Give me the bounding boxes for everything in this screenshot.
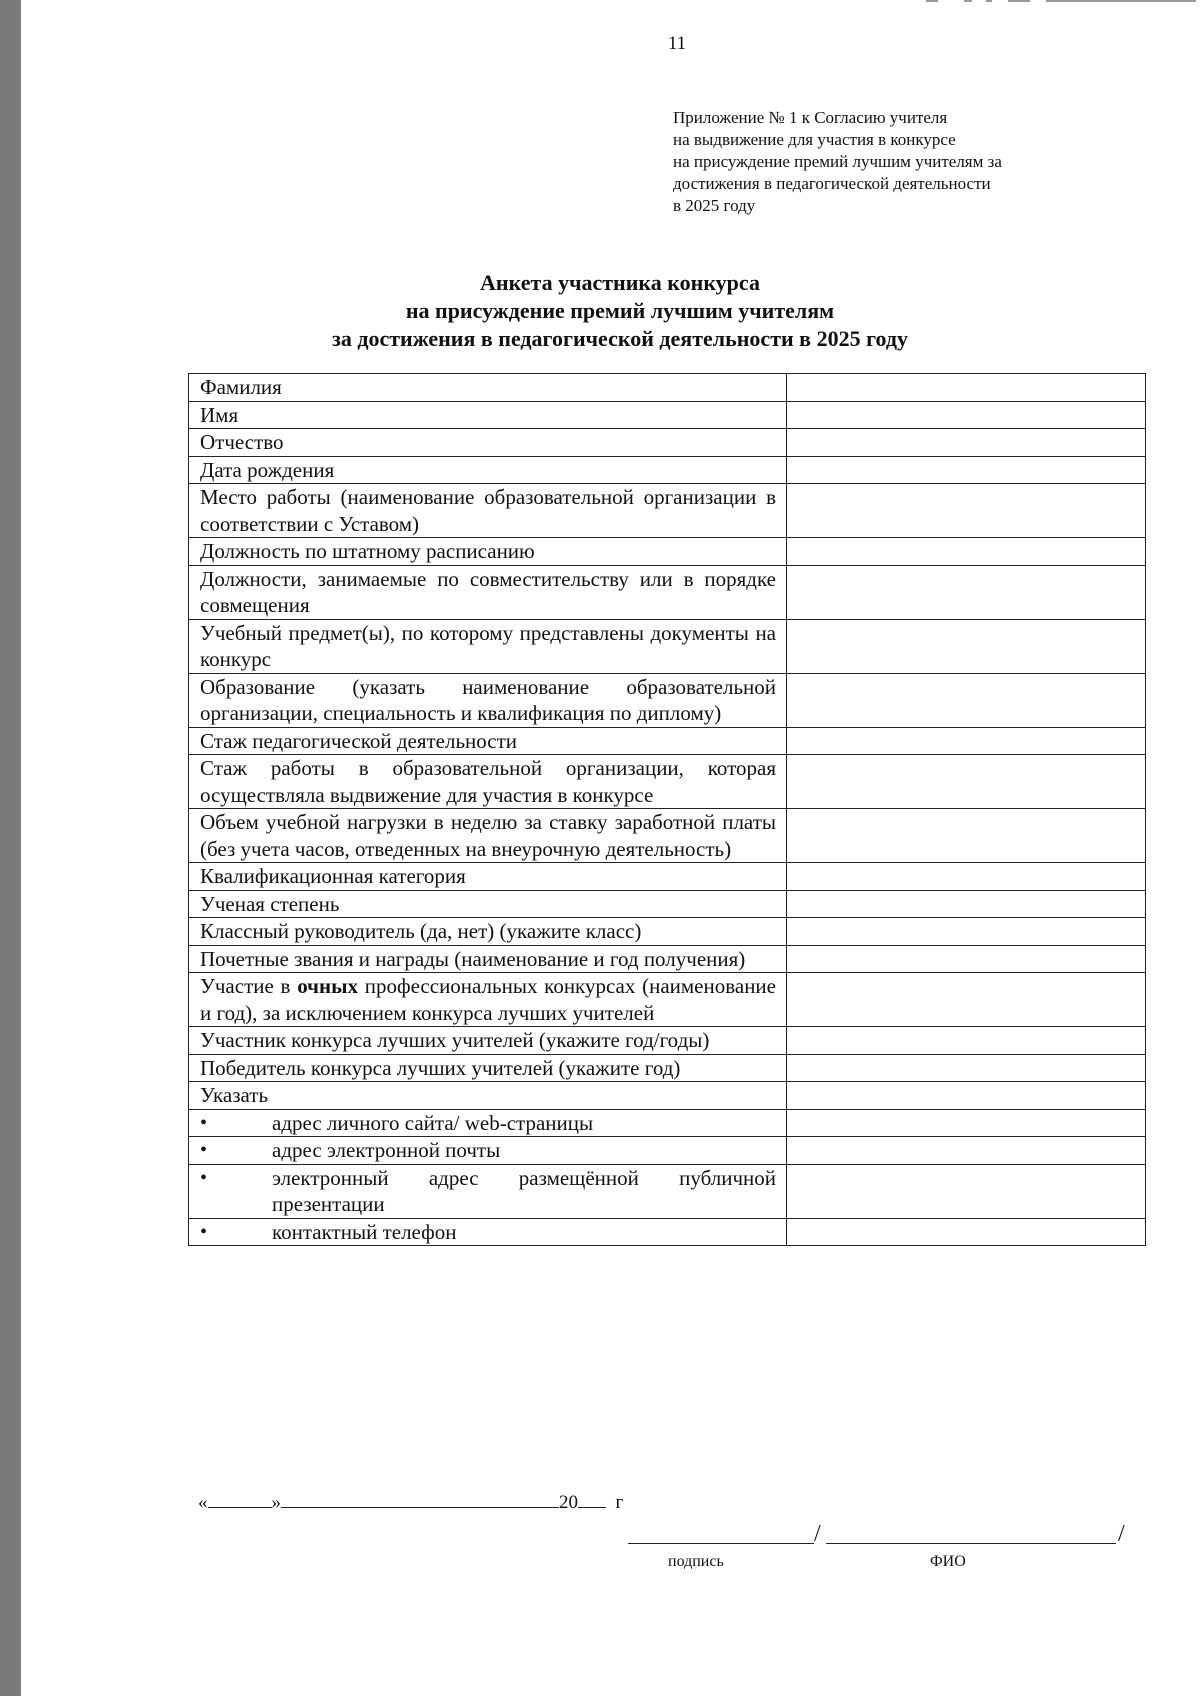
answer-field[interactable] <box>787 1218 1146 1246</box>
day-blank[interactable] <box>208 1490 272 1508</box>
bullet-icon: • <box>200 1111 208 1134</box>
table-row <box>189 809 1146 863</box>
bullet-icon: • <box>200 1166 208 1189</box>
answer-field[interactable] <box>787 401 1146 429</box>
appendix-line: достижения в педагогической деятельности <box>673 174 991 193</box>
answer-field[interactable] <box>787 1109 1146 1137</box>
signature-separator: / <box>1118 1521 1125 1547</box>
row-label: электронный адрес размещённой публичной презентации <box>272 1165 776 1216</box>
table-row <box>189 619 1146 673</box>
table-row <box>189 1082 1146 1110</box>
answer-field[interactable] <box>787 1164 1146 1218</box>
name-label: ФИО <box>930 1553 966 1570</box>
table-row <box>189 1109 1146 1137</box>
month-blank[interactable] <box>281 1490 559 1508</box>
appendix-note <box>673 107 1093 217</box>
table-row <box>189 538 1146 566</box>
row-label: Имя <box>189 401 787 429</box>
table-row <box>189 727 1146 755</box>
row-label: адрес электронной почты <box>272 1138 501 1162</box>
answer-field[interactable] <box>787 973 1146 1027</box>
table-row <box>189 1027 1146 1055</box>
answer-field[interactable] <box>787 538 1146 566</box>
answer-field[interactable] <box>787 1054 1146 1082</box>
scan-artifact <box>920 0 1200 3</box>
scan-edge <box>0 0 21 1696</box>
year-prefix: 20 <box>559 1492 578 1513</box>
answer-field[interactable] <box>787 918 1146 946</box>
title-line: за достижения в педагогической деятельности в 2025 году <box>331 326 909 351</box>
answer-field[interactable] <box>787 673 1146 727</box>
close-quote: » <box>271 1492 281 1513</box>
answer-field[interactable] <box>787 890 1146 918</box>
document-title <box>300 269 940 353</box>
signature-label: подпись <box>668 1553 724 1570</box>
row-label: Почетные звания и награды (наименование и год получения) <box>189 945 787 973</box>
table-row <box>189 1137 1146 1165</box>
answer-field[interactable] <box>787 484 1146 538</box>
answer-field[interactable] <box>787 945 1146 973</box>
page-number: 11 <box>667 33 687 54</box>
signature-line <box>628 1520 1133 1547</box>
answer-field[interactable] <box>787 755 1146 809</box>
row-label: Место работы (наименование образовательной организации в соответствии с Уставом) <box>189 484 787 538</box>
answer-field[interactable] <box>787 809 1146 863</box>
date-line <box>198 1490 623 1514</box>
table-row <box>189 429 1146 457</box>
table-row <box>189 1054 1146 1082</box>
signature-separator: / <box>814 1521 821 1547</box>
signature-labels <box>628 1553 1133 1573</box>
questionnaire-table <box>188 373 1146 1246</box>
row-label: Дата рождения <box>189 456 787 484</box>
row-label: Фамилия <box>189 374 787 402</box>
appendix-line: Приложение № 1 к Согласию учителя <box>673 108 948 127</box>
answer-field[interactable] <box>787 1082 1146 1110</box>
appendix-line: в 2025 году <box>673 196 756 215</box>
row-label: Стаж работы в образовательной организации, которая осуществляла выдвижение для участия в конкурсе <box>189 755 787 809</box>
answer-field[interactable] <box>787 727 1146 755</box>
table-row <box>189 401 1146 429</box>
title-line: Анкета участника конкурса <box>480 270 760 295</box>
row-label: Должности, занимаемые по совместительству или в порядке совмещения <box>189 565 787 619</box>
signature-blank[interactable] <box>628 1543 814 1544</box>
row-label: Должность по штатному расписанию <box>189 538 787 566</box>
row-label: Отчество <box>189 429 787 457</box>
row-label: Квалификационная категория <box>189 863 787 891</box>
table-row <box>189 945 1146 973</box>
table-row <box>189 1218 1146 1246</box>
table-row <box>189 484 1146 538</box>
answer-field[interactable] <box>787 565 1146 619</box>
table-row <box>189 890 1146 918</box>
row-label: Ученая степень <box>189 890 787 918</box>
table-row <box>189 565 1146 619</box>
answer-field[interactable] <box>787 1137 1146 1165</box>
answer-field[interactable] <box>787 429 1146 457</box>
bullet-icon: • <box>200 1139 208 1161</box>
row-label: Образование (указать наименование образовательной организации, специальность и квалификация по диплому) <box>189 673 787 727</box>
answer-field[interactable] <box>787 1027 1146 1055</box>
row-label: Классный руководитель (да, нет) (укажите класс) <box>189 918 787 946</box>
answer-field[interactable] <box>787 374 1146 402</box>
year-suffix: г <box>615 1492 624 1513</box>
rich-row-after: профессиональных конкурсах (наименование и год), за исключением конкурса лучших учителей <box>200 974 776 1025</box>
row-label <box>189 973 787 1027</box>
answer-field[interactable] <box>787 456 1146 484</box>
appendix-line: на выдвижение для участия в конкурсе <box>673 130 956 149</box>
answer-field[interactable] <box>787 619 1146 673</box>
table-row <box>189 918 1146 946</box>
table-row <box>189 456 1146 484</box>
appendix-line: на присуждение премий лучшим учителям за <box>673 152 1002 171</box>
answer-field[interactable] <box>787 863 1146 891</box>
row-label: Учебный предмет(ы), по которому представлены документы на конкурс <box>189 619 787 673</box>
row-label: контактный телефон <box>272 1219 457 1244</box>
title-line: на присуждение премий лучшим учителям <box>405 298 835 323</box>
row-label: Победитель конкурса лучших учителей (укажите год) <box>189 1054 787 1082</box>
row-label: Участник конкурса лучших учителей (укажите год/годы) <box>189 1027 787 1055</box>
row-label: адрес личного сайта/ web-страницы <box>272 1110 594 1135</box>
rich-row-bold: очных <box>297 974 358 998</box>
table-row <box>189 973 1146 1027</box>
year-blank[interactable] <box>578 1490 606 1508</box>
name-blank[interactable] <box>826 1543 1116 1544</box>
table-row <box>189 863 1146 891</box>
open-quote: « <box>198 1492 208 1513</box>
bullet-icon: • <box>200 1220 208 1243</box>
row-label: Стаж педагогической деятельности <box>189 727 787 755</box>
table-row <box>189 1164 1146 1218</box>
table-row <box>189 673 1146 727</box>
row-label: Объем учебной нагрузки в неделю за ставку заработной платы (без учета часов, отведенных на внеурочную деятельность) <box>189 809 787 863</box>
table-row <box>189 755 1146 809</box>
table-row <box>189 374 1146 402</box>
row-label: Указать <box>189 1082 787 1110</box>
rich-row-before: Участие в <box>200 974 291 998</box>
